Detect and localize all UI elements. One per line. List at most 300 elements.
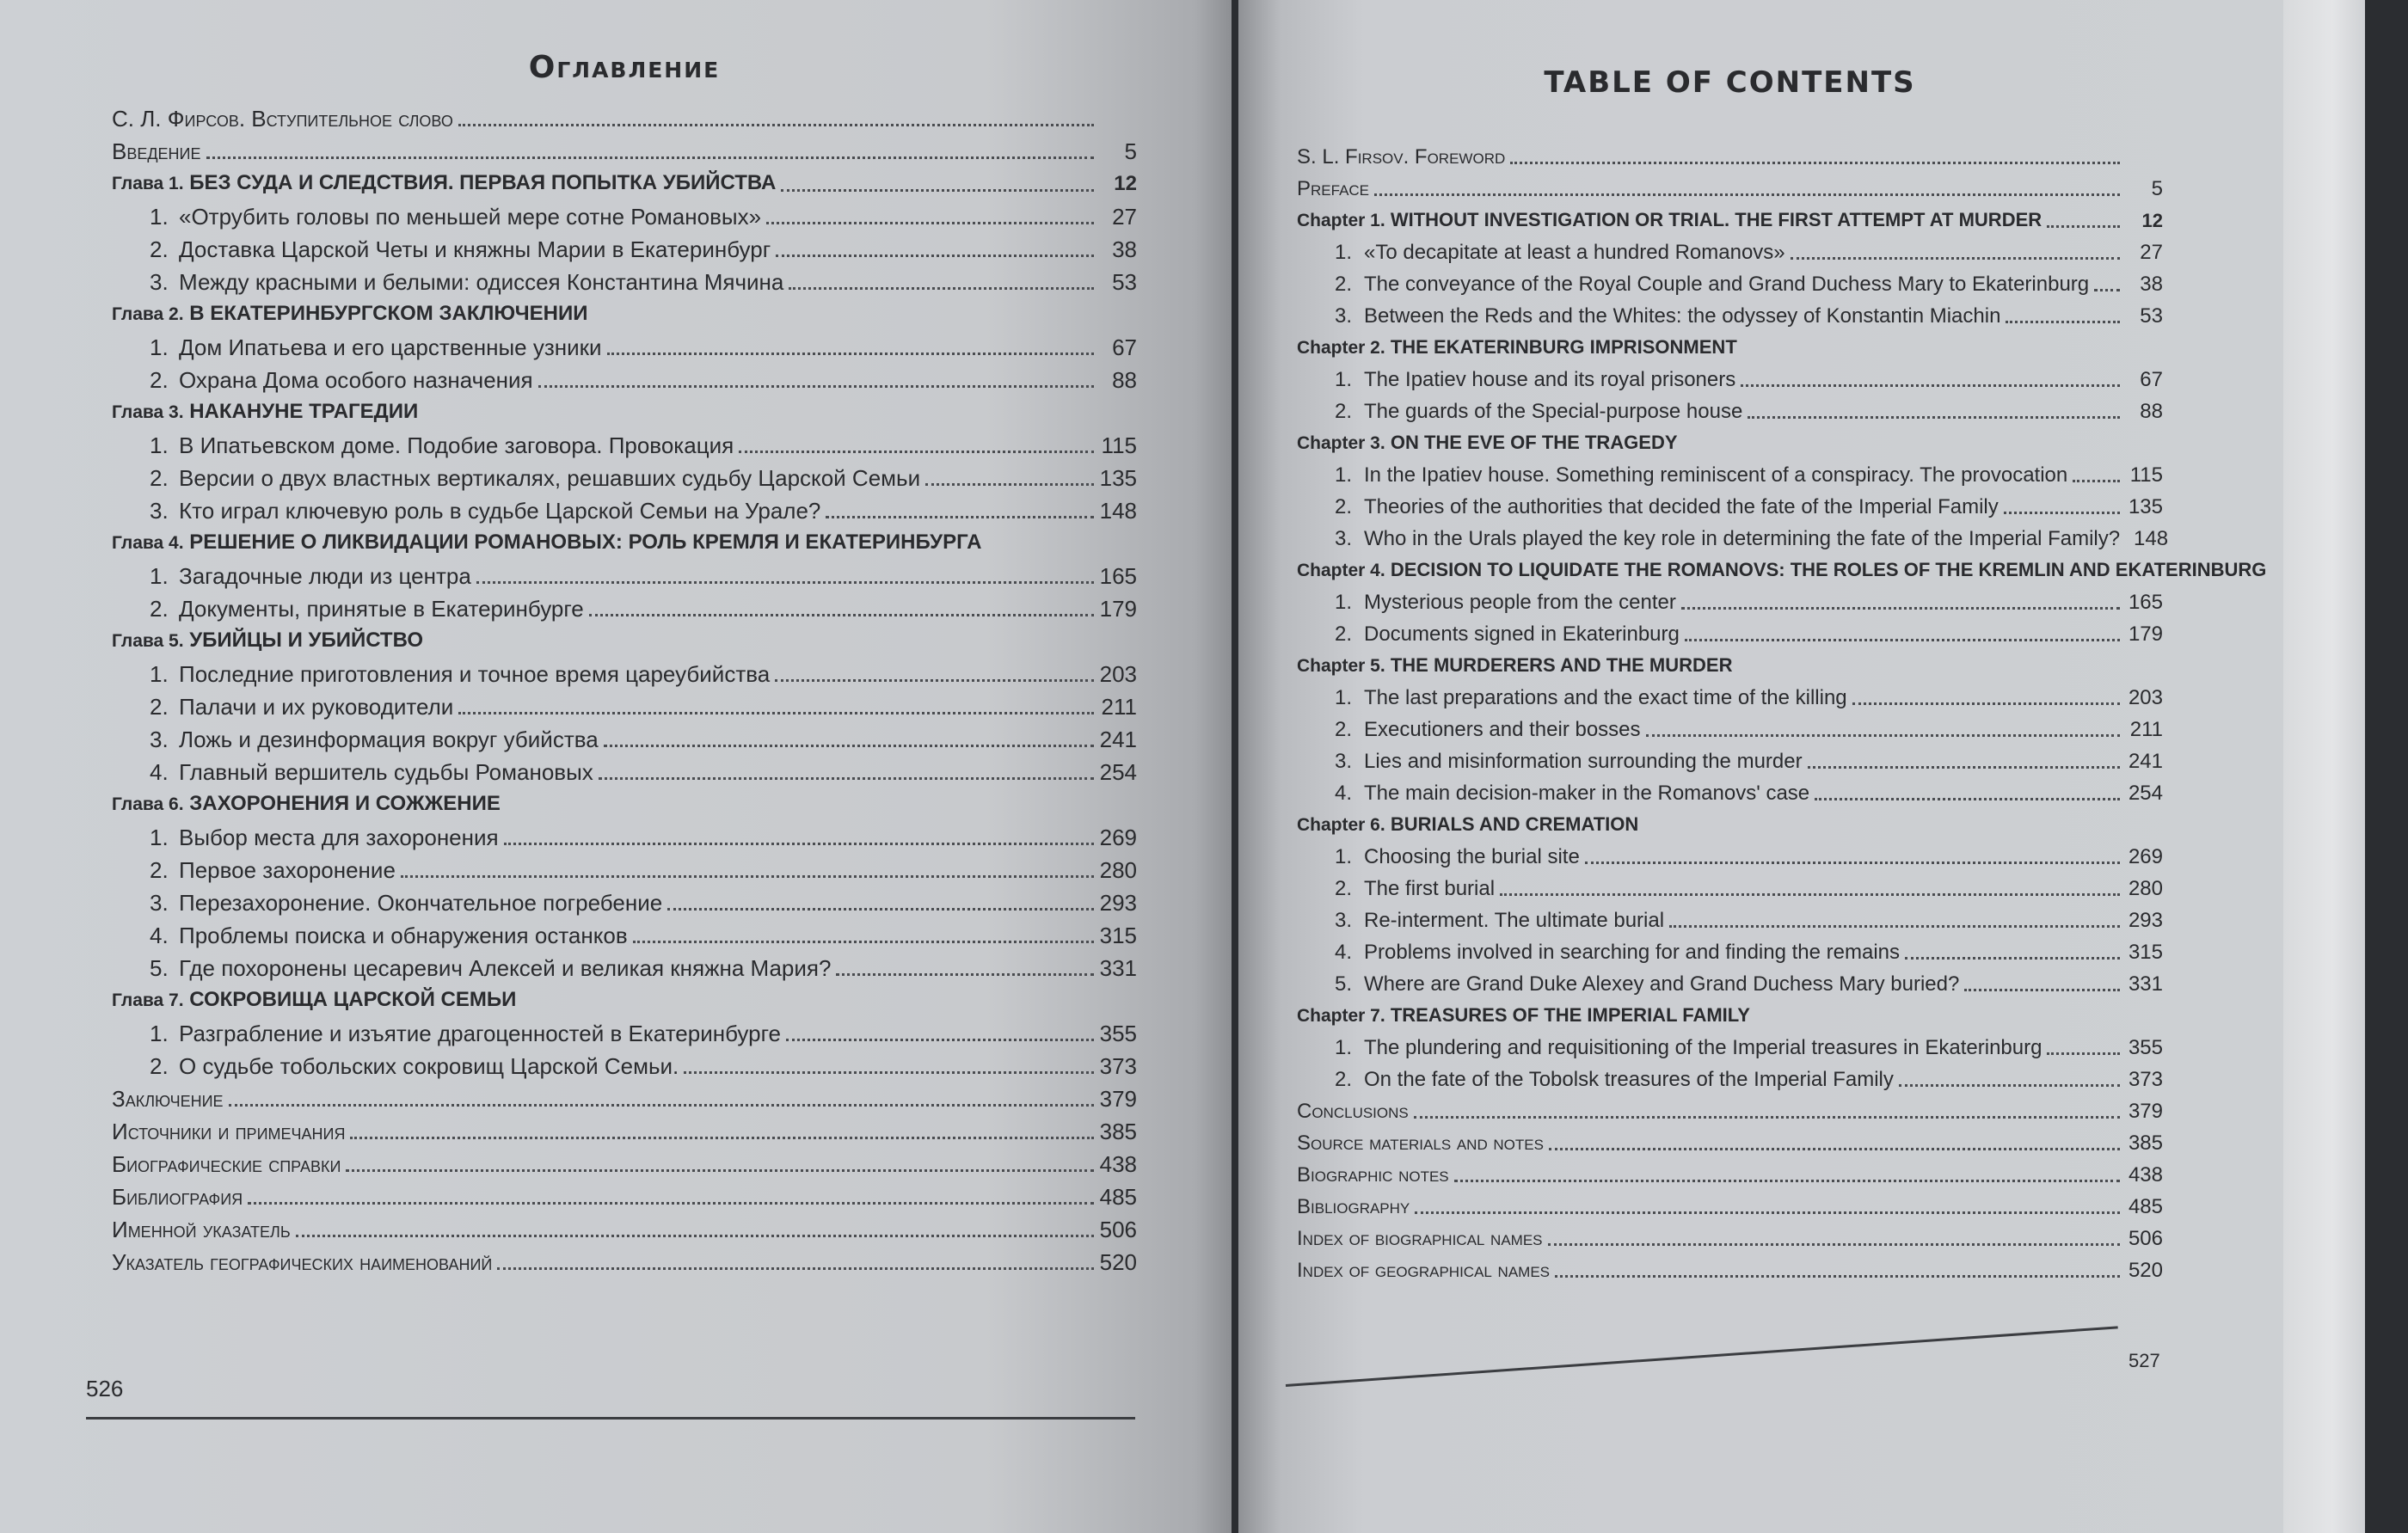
chapter-number: Chapter 5. <box>1297 656 1385 676</box>
dot-leader <box>786 1039 1094 1041</box>
toc-entry-item <box>1297 873 2163 904</box>
dot-leader <box>1646 734 2120 737</box>
section-label <box>150 364 533 396</box>
item-number: 2. <box>1335 622 1353 646</box>
page-reference: 373 <box>2128 1068 2163 1091</box>
toc-entry-item <box>1297 968 2163 1000</box>
item-title: Последние приготовления и точное время цареубийства <box>179 661 771 687</box>
item-number: 1. <box>150 661 169 687</box>
toc-entry-item <box>112 919 1137 952</box>
dot-leader <box>1899 1084 2120 1087</box>
item-title: Загадочные люди из центра <box>179 563 471 589</box>
item-number: 1. <box>150 1021 169 1046</box>
dot-leader <box>1374 193 2120 196</box>
toc-entry-item <box>1297 777 2163 809</box>
dot-leader <box>401 875 1094 878</box>
toc-entry-chapter <box>1297 555 2267 586</box>
toc-entry-chapter <box>112 298 1137 331</box>
item-title: Where are Grand Duke Alexey and Grand Duchess Mary buried? <box>1364 972 1960 996</box>
section-label <box>150 494 820 527</box>
item-number: 1. <box>1335 368 1353 391</box>
toc-entry-item <box>112 200 1137 233</box>
page-reference: 269 <box>2128 845 2163 868</box>
chapter-heading <box>112 984 516 1017</box>
page-reference: 148 <box>1099 498 1137 524</box>
page-reference: 179 <box>1099 596 1137 622</box>
page-reference: 293 <box>2128 909 2163 932</box>
toc-entry-chapter <box>112 625 1137 658</box>
page-reference: 88 <box>1112 367 1137 393</box>
dot-leader <box>1748 416 2120 419</box>
toc-entry-item <box>112 952 1137 984</box>
page-reference: 67 <box>2140 368 2163 391</box>
chapter-heading <box>112 526 982 560</box>
item-number: 2. <box>150 857 169 883</box>
item-title: Theories of the authorities that decided the fate of the Imperial Family <box>1364 495 1999 518</box>
toc-entry-item <box>112 854 1137 886</box>
page-reference: 67 <box>1112 334 1137 360</box>
dot-leader <box>667 908 1094 911</box>
chapter-number: Глава 3. <box>112 402 184 422</box>
toc-entry-item <box>112 821 1137 854</box>
item-number: 3. <box>1335 909 1353 932</box>
page-reference: 38 <box>2140 273 2163 296</box>
page-reference: 27 <box>1112 204 1137 230</box>
section-label <box>1335 300 2000 332</box>
item-title: Выбор места для захоронения <box>179 825 499 850</box>
toc-entry-item <box>112 331 1137 364</box>
dot-leader <box>1741 384 2120 387</box>
page-reference: 5 <box>2151 177 2163 200</box>
item-title: Охрана Дома особого назначения <box>179 367 533 393</box>
page-reference: 211 <box>1101 694 1137 720</box>
toc-title-english: TABLE OF CONTENTS <box>1544 65 1916 100</box>
item-title: The guards of the Special-purpose house <box>1364 400 1743 423</box>
chapter-number: Глава 4. <box>112 533 184 553</box>
toc-entry-chapter <box>1297 809 2163 841</box>
back-matter-label: Заключение <box>112 1086 224 1112</box>
page-number-left: 526 <box>86 1376 124 1401</box>
page-reference: 520 <box>2128 1259 2163 1282</box>
dot-leader <box>458 712 1094 714</box>
section-label <box>1335 1032 2042 1064</box>
bottom-rule-left <box>86 1417 1135 1420</box>
item-title: Версии о двух властных вертикалях, решавших судьбу Царской Семьи <box>179 465 921 491</box>
dot-leader <box>229 1104 1094 1107</box>
dot-leader <box>458 124 1094 126</box>
back-matter-label: Указатель географических наименований <box>112 1249 493 1275</box>
page-reference: 506 <box>1099 1217 1137 1242</box>
item-title: The last preparations and the exact time of the killing <box>1364 686 1847 709</box>
item-title: Executioners and their bosses <box>1364 718 1641 741</box>
section-label <box>1335 682 1847 714</box>
page-reference: 135 <box>1099 465 1137 491</box>
section-label <box>1335 586 1676 618</box>
item-number: 2. <box>150 236 169 262</box>
section-label <box>150 886 662 919</box>
page-reference: 241 <box>2128 750 2163 773</box>
dot-leader <box>476 581 1094 584</box>
back-matter-label: Биографические справки <box>112 1151 341 1177</box>
section-label <box>150 690 453 723</box>
item-number: 1. <box>150 204 169 230</box>
dot-leader <box>1669 925 2120 928</box>
page-reference: 53 <box>2140 304 2163 328</box>
item-number: 2. <box>150 465 169 491</box>
chapter-title: ЗАХОРОНЕНИЯ И СОЖЖЕНИЕ <box>189 792 501 815</box>
page-reference: 385 <box>1099 1119 1137 1144</box>
toc-entry-item <box>1297 745 2163 777</box>
toc-entry-item <box>112 690 1137 723</box>
item-title: «To decapitate at least a hundred Romanovs» <box>1364 241 1785 264</box>
dot-leader <box>504 843 1094 845</box>
dot-leader <box>589 614 1094 616</box>
page-reference: 485 <box>2128 1195 2163 1218</box>
toc-entry-item <box>1297 236 2163 268</box>
item-title: Где похоронены цесаревич Алексей и великая княжна Мария? <box>179 955 832 981</box>
toc-entry-back <box>112 1213 1137 1246</box>
dot-leader <box>1415 1211 2120 1214</box>
chapter-number: Chapter 1. <box>1297 211 1385 230</box>
chapter-number: Глава 6. <box>112 794 184 814</box>
item-title: Re-interment. The ultimate burial <box>1364 909 1665 932</box>
item-number: 1. <box>150 334 169 360</box>
page-reference: 520 <box>1099 1249 1137 1275</box>
item-number: 2. <box>1335 495 1353 518</box>
page-reference: 203 <box>2128 686 2163 709</box>
dot-leader <box>248 1202 1094 1205</box>
toc-entry-item <box>1297 523 2169 555</box>
section-label <box>150 756 593 788</box>
page-reference: 269 <box>1099 825 1137 850</box>
chapter-title: ON THE EVE OF THE TRAGEDY <box>1390 432 1678 453</box>
page-reference: 355 <box>1099 1021 1137 1046</box>
toc-entry-chapter <box>112 396 1137 429</box>
page-reference: 148 <box>2134 527 2169 550</box>
toc-entry-back <box>1297 1254 2163 1286</box>
item-title: Перезахоронение. Окончательное погребение <box>179 890 663 916</box>
page-reference: 211 <box>2129 718 2163 741</box>
dot-leader <box>781 189 1094 192</box>
toc-entry-item <box>1297 268 2163 300</box>
item-number: 4. <box>1335 782 1353 805</box>
toc-entry-back <box>112 1082 1137 1115</box>
item-number: 1. <box>1335 463 1353 487</box>
toc-entry-item <box>112 1050 1137 1082</box>
toc-entry-item <box>1297 682 2163 714</box>
toc-entry-item <box>112 723 1137 756</box>
section-label <box>1335 777 1809 809</box>
front-matter-label: С. Л. Фирсов. Вступительное слово <box>112 106 453 132</box>
page-reference: 241 <box>1099 727 1137 752</box>
toc-entry-item <box>112 233 1137 266</box>
item-number: 3. <box>1335 304 1353 328</box>
dot-leader <box>599 777 1094 780</box>
page-reference: 53 <box>1112 269 1137 295</box>
back-matter-label: Index of biographical names <box>1297 1227 1543 1250</box>
item-number: 1. <box>1335 845 1353 868</box>
page-reference: 5 <box>1124 138 1137 164</box>
page-reference: 373 <box>1099 1053 1137 1079</box>
item-number: 3. <box>1335 750 1353 773</box>
section-label <box>150 200 761 233</box>
item-number: 1. <box>1335 1036 1353 1059</box>
section-label <box>1335 968 1959 1000</box>
chapter-number: Chapter 6. <box>1297 815 1385 835</box>
item-title: Lies and misinformation surrounding the murder <box>1364 750 1803 773</box>
dot-leader <box>1815 798 2120 800</box>
section-label <box>150 723 599 756</box>
page-reference: 88 <box>2140 400 2163 423</box>
dot-leader <box>1791 257 2120 260</box>
page-reference: 12 <box>2141 210 2163 231</box>
chapter-title: TREASURES OF THE IMPERIAL FAMILY <box>1390 1004 1750 1026</box>
chapter-heading <box>1297 426 1678 459</box>
section-label <box>1335 236 1785 268</box>
item-title: Доставка Царской Четы и княжны Марии в Екатеринбург <box>179 236 771 262</box>
section-label <box>1335 523 2120 555</box>
item-number: 4. <box>150 759 169 785</box>
page-reference: 355 <box>2128 1036 2163 1059</box>
item-number: 3. <box>1335 527 1353 550</box>
chapter-heading <box>1297 554 2266 586</box>
toc-entry-back <box>1297 1127 2163 1159</box>
section-label <box>150 266 783 298</box>
item-title: Первое захоронение <box>179 857 396 883</box>
toc-entry-chapter <box>112 984 1137 1017</box>
page-reference: 254 <box>1099 759 1137 785</box>
chapter-title: THE MURDERERS AND THE MURDER <box>1390 654 1733 676</box>
item-title: Problems involved in searching for and finding the remains <box>1364 941 1901 964</box>
page-reference: 293 <box>1099 890 1137 916</box>
dot-leader <box>1808 766 2120 769</box>
chapter-heading <box>1297 999 1750 1032</box>
toc-entry-item <box>1297 1064 2163 1095</box>
toc-entry-back <box>1297 1095 2163 1127</box>
dot-leader <box>346 1169 1094 1172</box>
chapter-heading <box>1297 204 2042 236</box>
dot-leader <box>497 1267 1094 1270</box>
dot-leader <box>776 254 1094 257</box>
right-page-english-toc <box>1238 0 2283 1533</box>
item-number: 3. <box>150 498 169 524</box>
chapter-title: WITHOUT INVESTIGATION OR TRIAL. THE FIRST ATTEMPT AT MURDER <box>1390 209 2042 230</box>
item-title: В Ипатьевском доме. Подобие заговора. Провокация <box>179 432 734 458</box>
chapter-heading <box>1297 331 1737 364</box>
section-label <box>1335 745 1803 777</box>
dot-leader <box>633 941 1094 943</box>
section-label <box>150 919 628 952</box>
back-matter-label: Source materials and notes <box>1297 1131 1544 1155</box>
item-number: 2. <box>1335 718 1353 741</box>
chapter-title: РЕШЕНИЕ О ЛИКВИДАЦИИ РОМАНОВЫХ: РОЛЬ КРЕМЛЯ И ЕКАТЕРИНБУРГА <box>189 530 982 554</box>
item-number: 5. <box>1335 972 1353 996</box>
section-label <box>1335 714 1641 745</box>
toc-entry-front <box>112 135 1137 168</box>
dot-leader <box>1414 1116 2120 1119</box>
item-number: 1. <box>1335 686 1353 709</box>
section-label <box>1335 396 1742 427</box>
item-title: The plundering and requisitioning of the Imperial treasures in Ekaterinburg <box>1364 1036 2042 1059</box>
toc-entry-chapter <box>112 527 1137 560</box>
toc-entry-chapter <box>1297 427 2163 459</box>
toc-entry-item <box>112 560 1137 592</box>
front-matter-label: Введение <box>112 138 201 164</box>
item-title: Проблемы поиска и обнаружения останков <box>179 923 628 948</box>
chapter-heading <box>112 788 501 821</box>
toc-entry-back <box>1297 1191 2163 1223</box>
section-label <box>150 854 396 886</box>
toc-entry-item <box>112 756 1137 788</box>
item-number: 1. <box>1335 241 1353 264</box>
toc-entry-back <box>1297 1159 2163 1191</box>
toc-entry-item <box>112 1017 1137 1050</box>
chapter-title: СОКРОВИЩА ЦАРСКОЙ СЕМЬИ <box>189 988 517 1011</box>
toc-entry-item <box>112 592 1137 625</box>
dot-leader <box>775 679 1094 682</box>
item-number: 3. <box>150 890 169 916</box>
toc-entry-item <box>1297 1032 2163 1064</box>
page-edge <box>2283 0 2365 1533</box>
dot-leader <box>826 516 1094 518</box>
toc-entry-chapter <box>1297 332 2163 364</box>
dot-leader <box>1685 639 2120 641</box>
section-label <box>1335 459 2067 491</box>
section-label <box>150 592 584 625</box>
chapter-number: Chapter 2. <box>1297 338 1385 358</box>
dot-leader <box>607 353 1094 355</box>
back-matter-label: Biographic notes <box>1297 1163 1449 1187</box>
chapter-heading <box>112 396 418 429</box>
dot-leader <box>2047 1052 2120 1055</box>
item-title: The Ipatiev house and its royal prisoners <box>1364 368 1736 391</box>
dot-leader <box>1852 702 2120 705</box>
page-reference: 331 <box>1099 955 1137 981</box>
section-label <box>150 233 771 266</box>
toc-entry-item <box>1297 586 2163 618</box>
item-title: In the Ipatiev house. Something reminiscent of a conspiracy. The provocation <box>1364 463 2068 487</box>
chapter-heading <box>1297 808 1638 841</box>
page-reference: 485 <box>1099 1184 1137 1210</box>
chapter-title: НАКАНУНЕ ТРАГЕДИИ <box>189 400 419 423</box>
section-label <box>1335 841 1580 873</box>
section-label <box>150 1017 781 1050</box>
section-label <box>150 952 831 984</box>
page-reference: 12 <box>1114 172 1137 195</box>
section-label <box>150 560 471 592</box>
item-number: 1. <box>150 563 169 589</box>
toc-entry-chapter <box>1297 205 2163 236</box>
item-title: Between the Reds and the Whites: the odyssey of Konstantin Miachin <box>1364 304 2001 328</box>
chapter-heading <box>112 167 776 200</box>
page-reference: 379 <box>2128 1100 2163 1123</box>
toc-entry-item <box>1297 491 2163 523</box>
back-matter-label: Именной указатель <box>112 1217 291 1242</box>
dot-leader <box>2047 225 2120 228</box>
page-reference: 315 <box>1099 923 1137 948</box>
section-label <box>1335 491 1999 523</box>
dot-leader <box>1555 1275 2120 1278</box>
item-title: Палачи и их руководители <box>179 694 454 720</box>
item-title: Ложь и дезинформация вокруг убийства <box>179 727 599 752</box>
chapter-title: БЕЗ СУДА И СЛЕДСТВИЯ. ПЕРВАЯ ПОПЫТКА УБИЙСТВА <box>189 171 777 194</box>
toc-entry-item <box>112 266 1137 298</box>
item-number: 1. <box>150 432 169 458</box>
back-matter-label: Bibliography <box>1297 1195 1410 1218</box>
item-number: 1. <box>1335 591 1353 614</box>
toc-entry-item <box>1297 396 2163 427</box>
dot-leader <box>1585 862 2120 864</box>
page-reference: 27 <box>2140 241 2163 264</box>
toc-entry-item <box>1297 364 2163 396</box>
item-number: 2. <box>1335 1068 1353 1091</box>
section-label <box>150 331 602 364</box>
page-reference: 203 <box>1099 661 1137 687</box>
item-number: 2. <box>150 1053 169 1079</box>
item-number: 2. <box>1335 400 1353 423</box>
toc-entry-front <box>112 102 1137 135</box>
dot-leader <box>1500 893 2120 896</box>
back-matter-label: Источники и примечания <box>112 1119 346 1144</box>
toc-entry-item <box>112 494 1137 527</box>
chapter-heading <box>112 624 423 658</box>
item-title: Кто играл ключевую роль в судьбе Царской Семьи на Урале? <box>179 498 821 524</box>
section-label <box>150 821 499 854</box>
item-title: The conveyance of the Royal Couple and Grand Duchess Mary to Ekaterinburg <box>1364 273 2090 296</box>
chapter-number: Глава 2. <box>112 304 184 324</box>
page-reference: 254 <box>2128 782 2163 805</box>
dot-leader <box>2004 512 2120 514</box>
page-reference: 438 <box>2128 1163 2163 1187</box>
item-number: 4. <box>1335 941 1353 964</box>
dot-leader <box>296 1235 1094 1237</box>
back-matter-label: Index of geographical names <box>1297 1259 1550 1282</box>
chapter-number: Chapter 7. <box>1297 1006 1385 1026</box>
page-reference: 438 <box>1099 1151 1137 1177</box>
page-reference: 115 <box>1101 432 1137 458</box>
page-reference: 280 <box>1099 857 1137 883</box>
toc-entry-item <box>112 429 1137 462</box>
toc-entry-item <box>1297 936 2163 968</box>
front-matter-label: Preface <box>1297 177 1370 200</box>
toc-entry-item <box>112 364 1137 396</box>
page-reference: 506 <box>2128 1227 2163 1250</box>
item-number: 2. <box>1335 273 1353 296</box>
dot-leader <box>604 745 1094 747</box>
item-title: Главный вершитель судьбы Романовых <box>179 759 593 785</box>
toc-entry-item <box>1297 714 2163 745</box>
item-title: О судьбе тобольских сокровищ Царской Семьи. <box>179 1053 679 1079</box>
dot-leader <box>2094 289 2120 291</box>
section-label <box>1335 904 1664 936</box>
toc-entry-item <box>1297 618 2163 650</box>
toc-entry-item <box>112 886 1137 919</box>
item-title: Дом Ипатьева и его царственные узники <box>179 334 602 360</box>
section-label <box>1335 364 1735 396</box>
dot-leader <box>2073 480 2120 482</box>
section-label <box>1335 873 1495 904</box>
item-title: Документы, принятые в Екатеринбурге <box>179 596 584 622</box>
item-title: The main decision-maker in the Romanovs' case <box>1364 782 1810 805</box>
back-matter-label: Библиография <box>112 1184 243 1210</box>
item-title: Choosing the burial site <box>1364 845 1580 868</box>
page-reference: 165 <box>1099 563 1137 589</box>
dot-leader <box>925 483 1094 486</box>
toc-entry-item <box>1297 904 2163 936</box>
back-matter-label: Conclusions <box>1297 1100 1409 1123</box>
dot-leader <box>789 287 1094 290</box>
item-number: 3. <box>150 727 169 752</box>
